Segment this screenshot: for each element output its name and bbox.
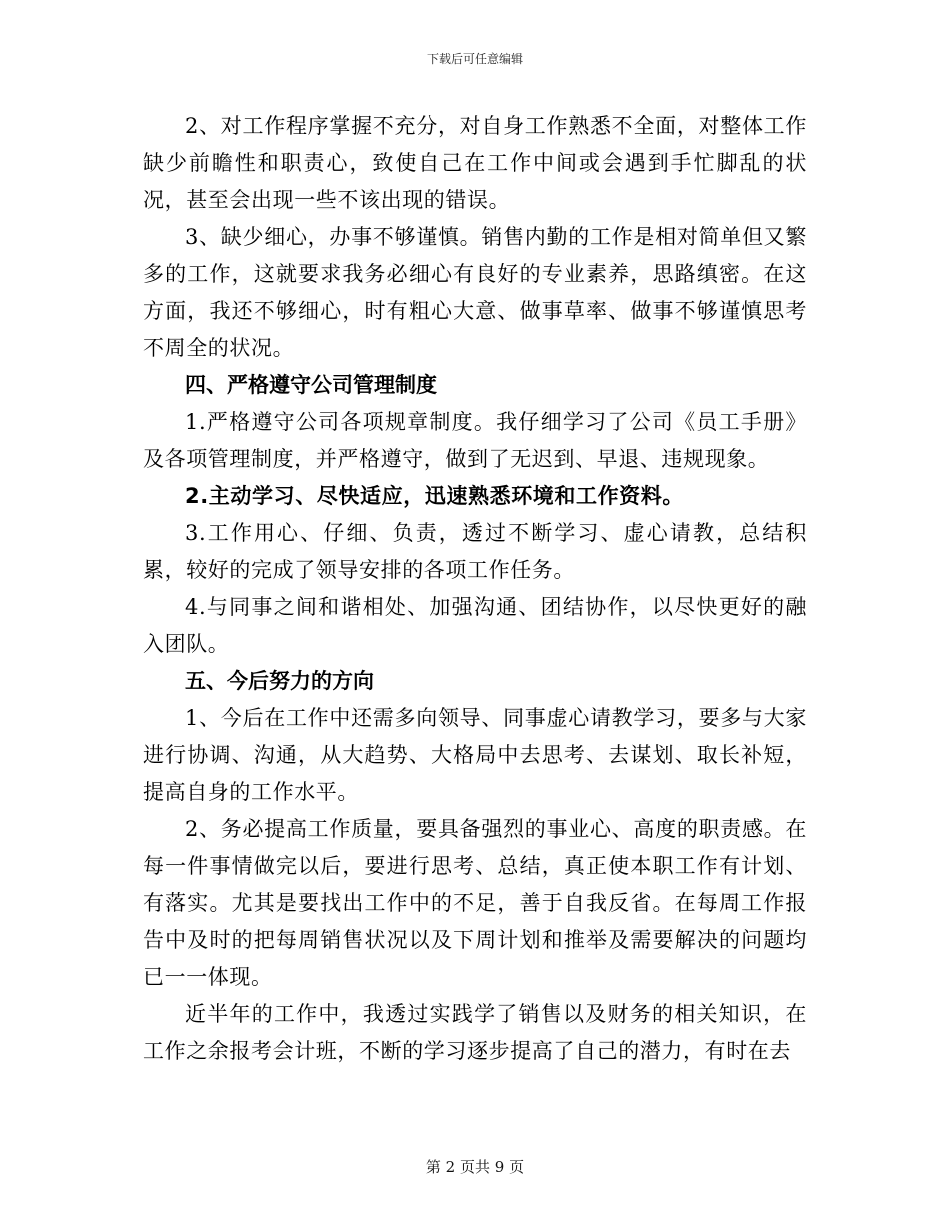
page-number: 第 2 页共 9 页 <box>425 1158 525 1176</box>
paragraph: 3、缺少细心，办事不够谨慎。销售内勤的工作是相对简单但又繁多的工作，这就要求我务必细心有良好的专业素养，思路缜密。在这方面，我还不够细心，时有粗心大意、做事草率、做事不够谨慎思考不周全的状况。 <box>143 225 807 360</box>
paragraph: 1.严格遵守公司各项规章制度。我仔细学习了公司《员工手册》及各项管理制度，并严格遵守，做到了无迟到、早退、违规现象。 <box>143 410 807 471</box>
paragraph: 2、对工作程序掌握不充分，对自身工作熟悉不全面，对整体工作缺少前瞻性和职责心，致使自己在工作中间或会遇到手忙脚乱的状况，甚至会出现一些不该出现的错误。 <box>143 114 807 212</box>
paragraph: 4.与同事之间和谐相处、加强沟通、团结协作，以尽快更好的融入团队。 <box>143 595 807 656</box>
paragraph: 3.工作用心、仔细、负责，透过不断学习、虚心请教，总结积累，较好的完成了领导安排的各项工作任务。 <box>143 521 807 582</box>
section-heading: 四、严格遵守公司管理制度 <box>185 373 437 397</box>
paragraph: 近半年的工作中，我透过实践学了销售以及财务的相关知识，在工作之余报考会计班，不断的学习逐步提高了自己的潜力，有时在去 <box>143 1002 807 1063</box>
section-heading: 五、今后努力的方向 <box>185 669 374 693</box>
document-body <box>143 108 807 1070</box>
page-header-note: 下载后可任意编辑 <box>426 52 523 66</box>
paragraph: 1、今后在工作中还需多向领导、同事虚心请教学习，要多与大家进行协调、沟通，从大趋势、大格局中去思考、去谋划、取长补短，提高自身的工作水平。 <box>143 706 807 804</box>
paragraph: 2、务必提高工作质量，要具备强烈的事业心、高度的职责感。在每一件事情做完以后，要进行思考、总结，真正使本职工作有计划、有落实。尤其是要找出工作中的不足，善于自我反省。在每周工作报告中及时的把每周销售状况以及下周计划和推举及需要解决的问题均已一一体现。 <box>143 817 807 989</box>
bold-paragraph: 2.主动学习、尽快适应，迅速熟悉环境和工作资料。 <box>185 484 684 508</box>
